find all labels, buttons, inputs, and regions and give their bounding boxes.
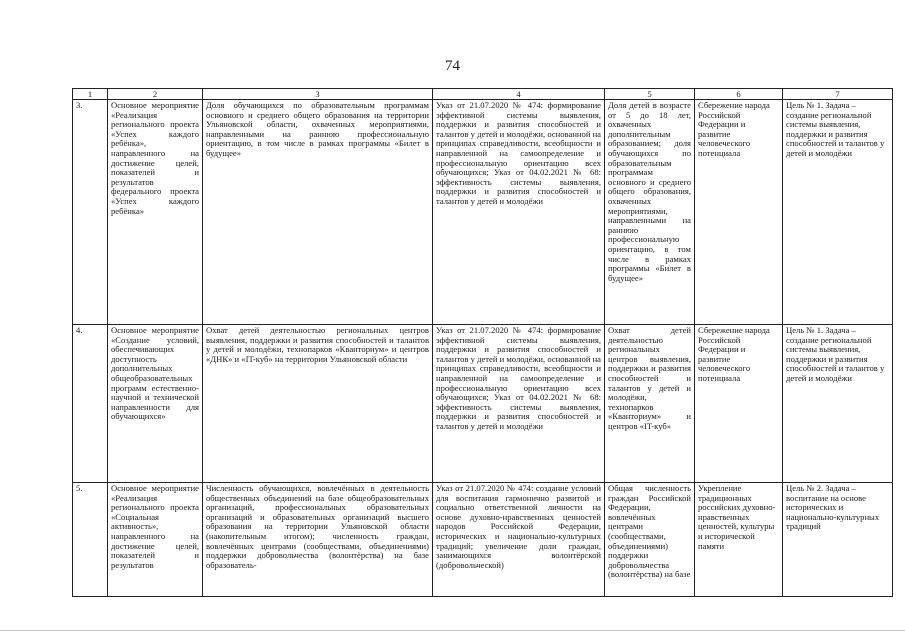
page-number: 74 <box>445 58 460 74</box>
decree-cell: Указ от 21.07.2020 № 474: формирование эффективной системы выявления, поддержки и развития способностей и талантов у детей и молодёжи, основанной на принципах справедливости, всеобщности и направленной на самоопределение и профессиональную ориентацию всех обучающихся; Указ от 04.02.2021 № 68: эффективность системы выявления, поддержки и развития способностей и талантов у детей и молодёжи <box>433 325 605 483</box>
decree-cell: Указ от 21.07.2020 № 474: формирование эффективной системы выявления, поддержки и развития способностей и талантов у детей и молодёжи, основанной на принципах справедливости, всеобщности и направленной на самоопределение и профессиональную ориентацию всех обучающихся; Указ от 04.02.2021 № 68: эффективность системы выявления, поддержки и развития способностей и талантов у детей и молодёжи <box>433 100 605 325</box>
column-header: 5 <box>605 89 695 100</box>
target-indicator-cell: Доля детей в возрасте от 5 до 18 лет, охваченных дополнительным образованием; доля обучающихся по образовательным программам основного и среднего общего образования, охваченных мероприятиями, направленными на раннюю профессиональную ориентацию, в том числе в рамках программы «Билет в будущее» <box>605 100 695 325</box>
row-number: 3. <box>73 100 108 325</box>
column-header: 4 <box>433 89 605 100</box>
row-number: 4. <box>73 325 108 483</box>
table-row <box>73 483 893 597</box>
indicator-cell: Численность обучающихся, вовлечённых в деятельность общественных объединений на базе общеобразовательных организаций, профессиональных образовательных организаций и образовательных организаций высшего образования на территории Ульяновской области (накопительным итогом); численность граждан, вовлечённых центрами (сообществами, объединениями) поддержки добровольчества (волонтёрства) на базе образователь- <box>203 483 433 597</box>
column-header: 1 <box>73 89 108 100</box>
scan-edge-line <box>0 630 905 631</box>
table-row <box>73 325 893 483</box>
column-header: 6 <box>695 89 783 100</box>
national-goal-cell: Сбережение народа Российской Федерации и развитие человеческого потенциала <box>695 100 783 325</box>
indicator-cell: Охват детей деятельностью региональных центров выявления, поддержки и развития способностей и талантов у детей и молодёжи, технопарков «Кванториум» и центров «ДНК» и «IT-куб» на территории Ульяновской области <box>203 325 433 483</box>
indicator-cell: Доля обучающихся по образовательным программам основного и среднего общего образования на территории Ульяновской области, охваченных мероприятиями, направленными на раннюю профессиональную ориентацию, в том числе в рамках программы «Билет в будущее» <box>203 100 433 325</box>
decree-cell: Указ от 21.07.2020 № 474: создание условий для воспитания гармонично развитой и социально ответственной личности на основе духовно-нравственных ценностей народов Российской Федерации, исторических и национально-культурных традиций; увеличение доли граждан, занимающихся волонтёрской (добровольческой) <box>433 483 605 597</box>
table-row <box>73 100 893 325</box>
column-header: 3 <box>203 89 433 100</box>
event-name-cell: Основное мероприятие «Создание условий, обеспечивающих доступность дополнительных общеобразовательных программ естественно-научной и технической направленности для обучающихся» <box>108 325 203 483</box>
goal-task-cell: Цель № 2. Задача – воспитание на основе исторических и национально-культурных традиций <box>783 483 893 597</box>
event-name-cell: Основное мероприятие «Реализация регионального проекта «Успех каждого ребёнка», направленного на достижение целей, показателей и результатов федерального проекта «Успех каждого ребёнка» <box>108 100 203 325</box>
content-table <box>72 88 893 597</box>
national-goal-cell: Укрепление традиционных российских духовно-нравственных ценностей, культуры и исторической памяти <box>695 483 783 597</box>
event-name-cell: Основное мероприятие «Реализация регионального проекта «Социальная активность», направленного на достижение целей, показателей и результатов <box>108 483 203 597</box>
column-header: 7 <box>783 89 893 100</box>
row-number: 5. <box>73 483 108 597</box>
national-goal-cell: Сбережение народа Российской Федерации и развитие человеческого потенциала <box>695 325 783 483</box>
header-row <box>73 89 893 100</box>
column-header: 2 <box>108 89 203 100</box>
goal-task-cell: Цель № 1. Задача – создание региональной системы выявления, поддержки и развития способностей и талантов у детей и молодёжи <box>783 100 893 325</box>
target-indicator-cell: Общая численность граждан Российской Федерации, вовлечённых центрами (сообществами, объединениями) поддержки добровольчества (волонтёрства) на базе <box>605 483 695 597</box>
goal-task-cell: Цель № 1. Задача – создание региональной системы выявления, поддержки и развития способностей и талантов у детей и молодёжи <box>783 325 893 483</box>
target-indicator-cell: Охват детей деятельностью региональных центров выявления, поддержки и развития способностей и талантов у детей и молодёжи, технопарков «Кванториум» и центров «IT-куб» <box>605 325 695 483</box>
